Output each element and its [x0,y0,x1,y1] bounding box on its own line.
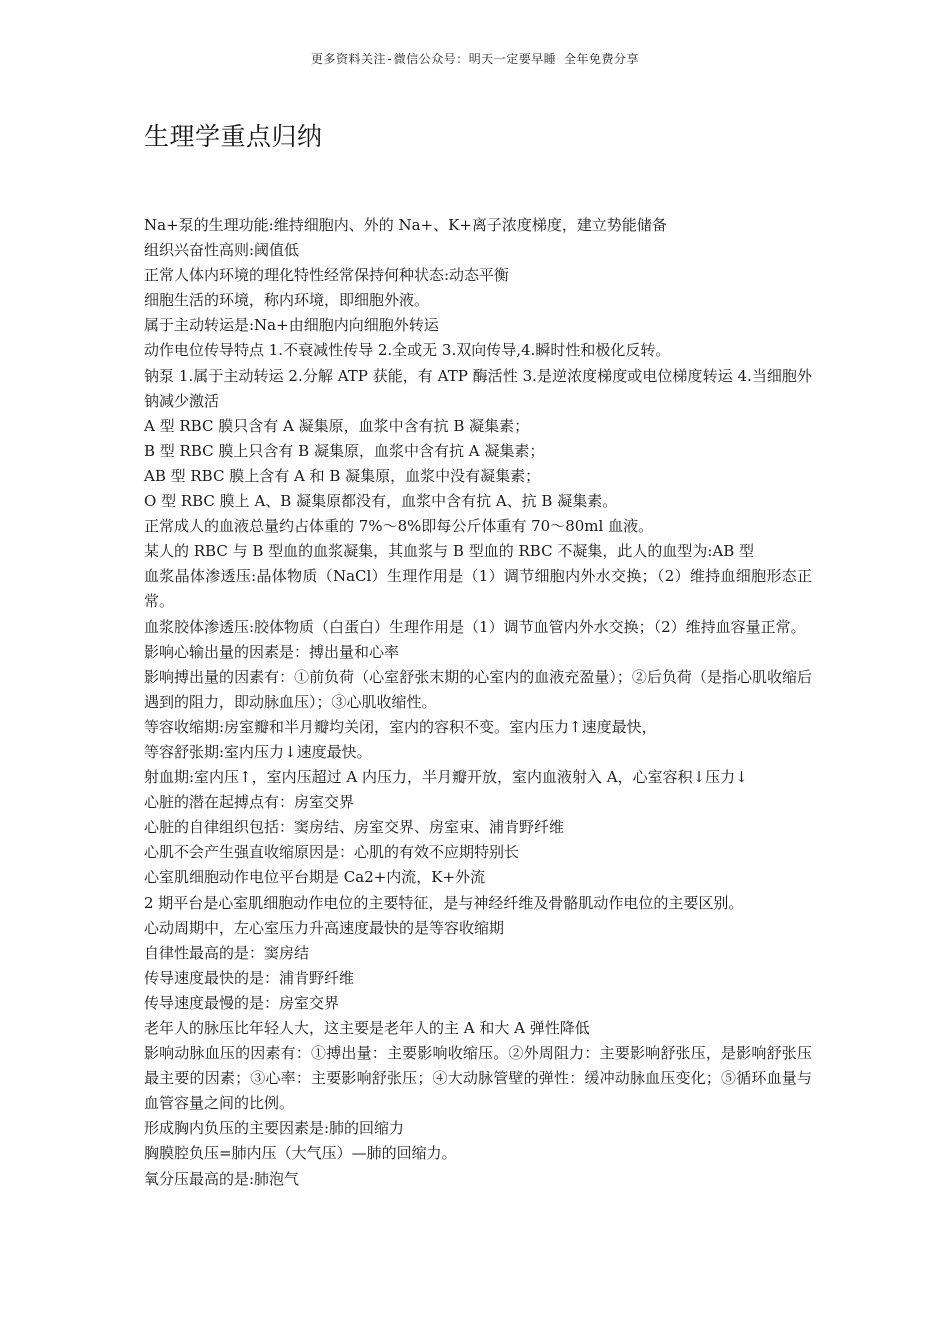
content-line: O 型 RBC 膜上 A、B 凝集原都没有，血浆中含有抗 A、抗 B 凝集素。 [144,492,618,511]
content-line: 心动周期中，左心室压力升高速度最快的是等容收缩期 [144,918,505,937]
content-line: Na+泵的生理功能:维持细胞内、外的 Na+、K+离子浓度梯度，建立势能储备 [144,216,667,234]
content-line: 射血期:室内压↑，室内压超过 A 内压力，半月瓣开放，室内血液射入 A，心室容积↓压力↓ [144,768,748,787]
content-line: 细胞生活的环境，称内环境，即细胞外液。 [144,291,430,310]
content-line: 影响心输出量的因素是：搏出量和心率 [144,642,400,661]
content-line: 动作电位传导特点 1.不衰减性传导 2.全或无 3.双向传导,4.瞬时性和极化反转。 [144,341,671,360]
content-line: 属于主动转运是:Na+由细胞内向细胞外转运 [144,316,439,335]
content-line: 自律性最高的是：窦房结 [144,943,310,962]
content-line: 心肌不会产生强直收缩原因是：心肌的有效不应期特别长 [144,843,520,862]
content-line: 传导速度最慢的是：房室交界 [144,993,340,1012]
content-line: 钠泵 1.属于主动转运 2.分解 ATP 获能，有 ATP 酶活性 3.是逆浓度梯度或电位梯度转运 4.当细胞外钠减少激活 [144,366,812,410]
content-line: 等容收缩期:房室瓣和半月瓣均关闭，室内的容积不变。室内压力↑速度最快， [144,717,657,736]
content-line: AB 型 RBC 膜上含有 A 和 B 凝集原，血浆中没有凝集素； [144,466,541,485]
content-line: 正常成人的血液总量约占体重的 7%～8%即每公斤体重有 70～80ml 血液。 [144,517,654,536]
content-line: 胸膜腔负压=肺内压（大气压）—肺的回缩力。 [144,1144,457,1163]
page-title: 生理学重点归纳 [144,122,323,151]
content-line: 某人的 RBC 与 B 型血的血浆凝集，其血浆与 B 型血的 RBC 不凝集，此人的血型为:AB 型 [144,542,755,561]
content-line: 心脏的潜在起搏点有：房室交界 [144,793,355,812]
content-body [144,213,812,1192]
content-line: 血浆胶体渗透压:胶体物质（白蛋白）生理作用是（1）调节血管内外水交换；（2）维持血容量正常。 [144,617,806,636]
content-line: B 型 RBC 膜上只含有 B 凝集原，血浆中含有抗 A 凝集素； [144,441,545,460]
content-line: 2 期平台是心室肌细胞动作电位的主要特征，是与神经纤维及骨骼肌动作电位的主要区别。 [144,893,744,912]
content-line: 组织兴奋性高则:阈值低 [144,241,300,260]
content-line: 氧分压最高的是:肺泡气 [144,1169,300,1188]
content-line: 血浆晶体渗透压:晶体物质（NaCl）生理作用是（1）调节细胞内外水交换；（2）维持血细胞形态正常。 [144,567,812,611]
content-line: 形成胸内负压的主要因素是:肺的回缩力 [144,1119,405,1138]
content-line: 心室肌细胞动作电位平台期是 Ca2+内流，K+外流 [144,868,486,887]
content-line: 传导速度最快的是：浦肯野纤维 [144,968,355,987]
content-line: A 型 RBC 膜只含有 A 凝集原，血浆中含有抗 B 凝集素； [144,416,530,435]
content-line: 正常人体内环境的理化特性经常保持何种状态:动态平衡 [144,266,510,285]
content-line: 影响搏出量的因素有：①前负荷（心室舒张末期的心室内的血液充盈量）；②后负荷（是指心肌收缩后遇到的阻力，即动脉血压）；③心肌收缩性。 [144,667,812,711]
content-line: 影响动脉血压的因素有：①搏出量：主要影响收缩压。②外周阻力：主要影响舒张压，是影响舒张压最主要的因素；③心率：主要影响舒张压；④大动脉管壁的弹性：缓冲动脉血压变化；⑤循环血量与血管容量之间的比例。 [144,1044,812,1113]
content-line: 心脏的自律组织包括：窦房结、房室交界、房室束、浦肯野纤维 [144,818,565,837]
content-line: 老年人的脉压比年轻人大，这主要是老年人的主 A 和大 A 弹性降低 [144,1019,590,1037]
content-line: 等容舒张期:室内压力↓速度最快。 [144,742,372,761]
header-note: 更多资料关注-微信公众号：明天一定要早睡 全年免费分享 [311,52,639,66]
